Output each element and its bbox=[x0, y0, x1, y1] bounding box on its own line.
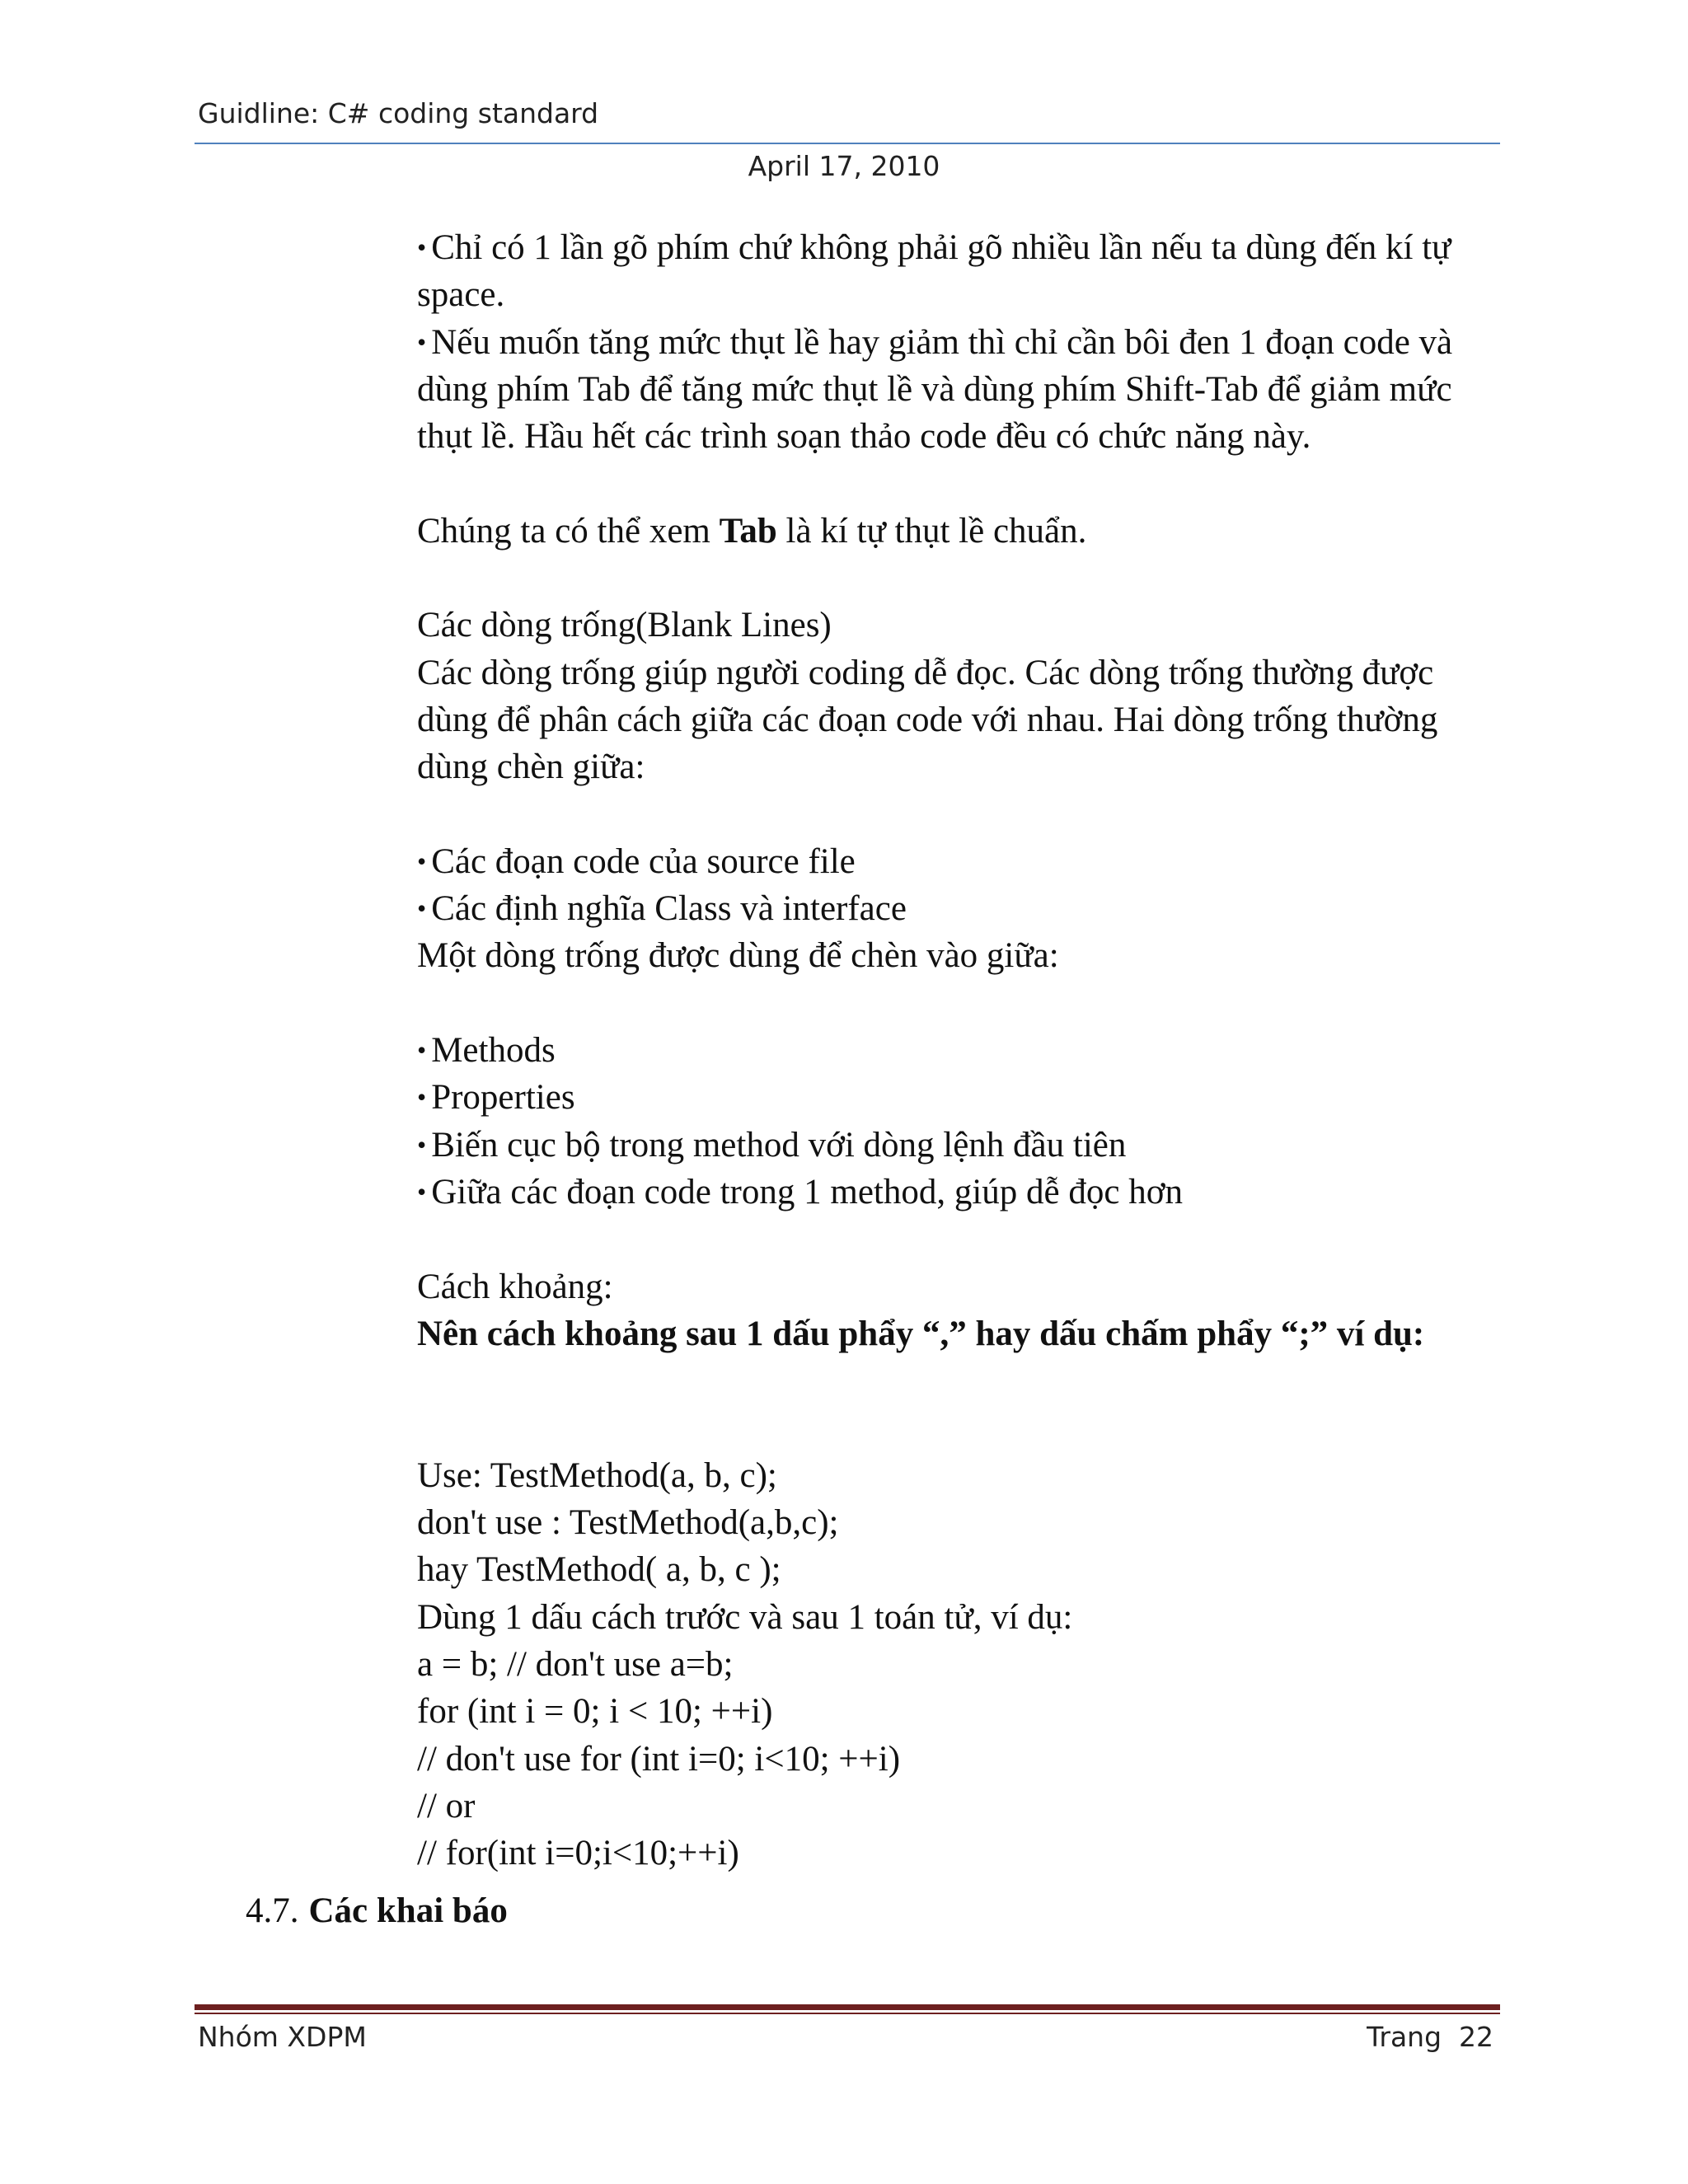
bullet-line: • Chỉ có 1 lần gõ phím chứ không phải gõ nhiều lần nếu ta dùng đến kí tự bbox=[417, 224, 1489, 271]
code-line: hay TestMethod( a, b, c ); bbox=[417, 1550, 781, 1590]
subsection-title: Cách khoảng: bbox=[417, 1267, 613, 1306]
subsection-title: Các dòng trống(Blank Lines) bbox=[417, 606, 832, 645]
text-line: thụt lề. Hầu hết các trình soạn thảo code đều có chức năng này. bbox=[417, 417, 1311, 457]
list-item: • Properties bbox=[417, 1074, 1489, 1121]
page-body bbox=[417, 224, 1489, 1877]
code-line: // or bbox=[417, 1786, 476, 1825]
page-number: Trang 22 bbox=[1367, 2021, 1493, 2053]
footer-divider-thin bbox=[195, 2013, 1500, 2014]
text-span: là kí tự thụt lề chuẩn. bbox=[776, 511, 1087, 551]
footer-divider-thick bbox=[195, 2004, 1500, 2010]
code-line: for (int i = 0; i < 10; ++i) bbox=[417, 1692, 773, 1732]
section-heading bbox=[246, 1887, 508, 1934]
code-line: // for(int i=0;i<10;++i) bbox=[417, 1834, 739, 1873]
text-line: Các dòng trống giúp người coding dễ đọc. Các dòng trống thường được bbox=[417, 653, 1434, 692]
footer-group-name: Nhóm XDPM bbox=[198, 2021, 367, 2053]
list-item: • Các định nghĩa Class và interface bbox=[417, 885, 1489, 932]
code-line: Dùng 1 dấu cách trước và sau 1 toán tử, ví dụ: bbox=[417, 1597, 1073, 1637]
code-line: // don't use for (int i=0; i<10; ++i) bbox=[417, 1739, 901, 1779]
list-item: • Biến cục bộ trong method với dòng lệnh đầu tiên bbox=[417, 1122, 1489, 1169]
code-line: Use: TestMethod(a, b, c); bbox=[417, 1455, 777, 1495]
document-date: April 17, 2010 bbox=[748, 150, 940, 182]
tab-standard-line bbox=[417, 508, 1489, 555]
text-line: space. bbox=[417, 275, 505, 315]
text-span: Chúng ta có thể xem bbox=[417, 511, 720, 551]
list-item: • Methods bbox=[417, 1027, 1489, 1074]
section-number: 4.7. bbox=[246, 1891, 299, 1930]
bullet-line: • Nếu muốn tăng mức thụt lề hay giảm thì chỉ cần bôi đen 1 đoạn code và bbox=[417, 319, 1489, 366]
bold-rule-line: Nên cách khoảng sau 1 dấu phẩy “,” hay dấu chấm phẩy “;” ví dụ: bbox=[417, 1314, 1425, 1353]
text-line: dùng chèn giữa: bbox=[417, 748, 645, 787]
document-header-title: Guidline: C# coding standard bbox=[198, 97, 599, 129]
code-line: a = b; // don't use a=b; bbox=[417, 1644, 734, 1684]
bold-span: Tab bbox=[719, 511, 777, 551]
section-title: Các khai báo bbox=[308, 1891, 508, 1930]
header-divider bbox=[195, 143, 1500, 144]
text-line: dùng để phân cách giữa các đoạn code với nhau. Hai dòng trống thường bbox=[417, 700, 1438, 739]
code-line: don't use : TestMethod(a,b,c); bbox=[417, 1503, 839, 1543]
text-line: Một dòng trống được dùng để chèn vào giữa: bbox=[417, 936, 1059, 976]
text-line: dùng phím Tab để tăng mức thụt lề và dùng phím Shift-Tab để giảm mức bbox=[417, 369, 1452, 409]
list-item: • Các đoạn code của source file bbox=[417, 838, 1489, 885]
list-item: • Giữa các đoạn code trong 1 method, giúp dễ đọc hơn bbox=[417, 1169, 1489, 1216]
